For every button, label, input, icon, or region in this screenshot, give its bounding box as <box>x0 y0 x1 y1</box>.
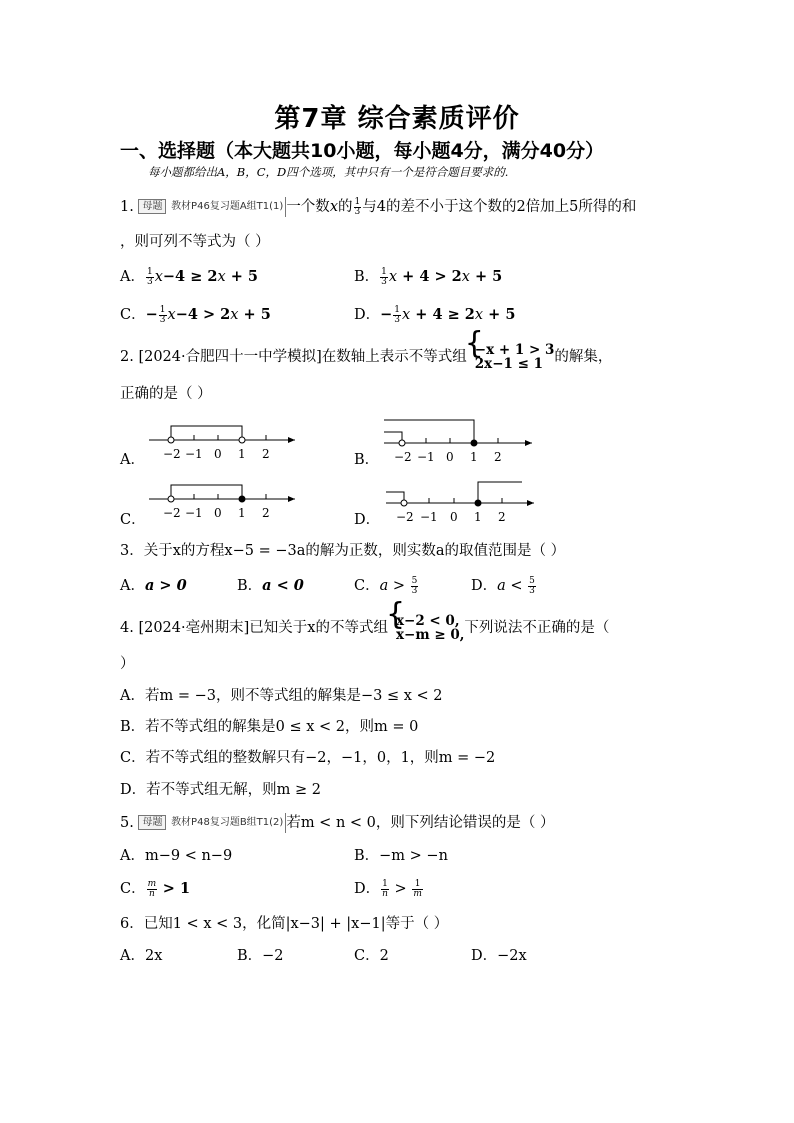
q1-option-d: D．− $\frac{1}{3}$ x + 4 ≥ 2x + 5 <box>354 304 516 325</box>
number-line-c <box>145 477 305 527</box>
q3-option-d: D．a < $\frac{5}{3}$ <box>471 575 535 596</box>
inequality-system: { x−2 < 0, x−m ≥ 0, <box>388 614 464 642</box>
tick-label: −2 <box>163 447 181 461</box>
question-1-line-1: 1. 母题 教材P46复习题A组T1(1) 一个数x的 $\frac{1}{3}$ 与4的差不小于这个数的2倍加上5所得的和 <box>120 196 637 217</box>
tick-label: −1 <box>420 510 438 524</box>
tick-label: 1 <box>470 450 478 464</box>
q5-option-b: B．−m > −n <box>354 848 448 864</box>
q3-option-a: A．a > 0 <box>120 577 187 594</box>
q3-option-c: C．a > $\frac{5}{3}$ <box>354 575 418 596</box>
q3-option-b: B．a < 0 <box>237 577 304 594</box>
section-instruction: 每小题都给出A，B，C，D四个选项，其中只有一个是符合题目要求的. <box>148 165 509 179</box>
q4-option-a: A．若m = −3，则不等式组的解集是−3 ≤ x < 2 <box>120 688 443 704</box>
tick-label: 2 <box>262 506 270 520</box>
question-4-line-2: ） <box>120 656 135 672</box>
tick-label: 0 <box>446 450 454 464</box>
tick-label: 1 <box>238 506 246 520</box>
question-4-line-1: 4. [2024·亳州期末]已知关于x的不等式组 { x−2 < 0, x−m ≥ 0, 下列说法不正确的是（ <box>120 614 609 642</box>
question-1-line-2: ，则可列不等式为（ ） <box>120 234 270 250</box>
question-5-line-1: 5. 母题 教材P48复习题B组T1(2) 若m < n < 0，则下列结论错误的是（ ） <box>120 815 555 831</box>
tick-label: −1 <box>417 450 435 464</box>
q1-option-a: A． $\frac{1}{3}$ x−4 ≥ 2x + 5 <box>120 266 259 287</box>
mother-question-tag: 母题 <box>138 815 166 830</box>
question-3-text: 3．关于x的方程x−5 = −3a的解为正数，则实数a的取值范围是（ ） <box>120 543 566 559</box>
tick-label: −1 <box>185 506 203 520</box>
tick-label: −2 <box>396 510 414 524</box>
question-source: [2024·合肥四十一中学模拟] <box>138 349 322 365</box>
q5-option-a: A．m−9 < n−9 <box>120 848 233 864</box>
question-2-line-2: 正确的是（ ） <box>120 386 212 402</box>
q4-option-c: C．若不等式组的整数解只有−2，−1，0，1，则m = −2 <box>120 750 496 766</box>
q6-option-b: B．−2 <box>237 948 284 964</box>
q4-option-d: D．若不等式组无解，则m ≥ 2 <box>120 782 321 798</box>
q4-option-b: B．若不等式组的解集是0 ≤ x < 2，则m = 0 <box>120 719 419 735</box>
tick-label: 1 <box>238 447 246 461</box>
q6-option-c: C．2 <box>354 948 389 964</box>
question-2-line-1: 2. [2024·合肥四十一中学模拟]在数轴上表示不等式组 { −x + 1 > 3 2x−1 ≤ 1 的解集， <box>120 343 612 371</box>
mother-question-tag: 母题 <box>138 199 166 214</box>
q2-option-d-label: D． <box>354 512 381 528</box>
textbook-reference: 教材P48复习题B组T1(2) <box>171 813 286 833</box>
tick-label: 0 <box>214 447 222 461</box>
q2-option-a-label: A． <box>120 452 145 468</box>
textbook-reference: 教材P46复习题A组T1(1) <box>171 197 286 217</box>
tick-label: 0 <box>214 506 222 520</box>
inequality-system: { −x + 1 > 3 2x−1 ≤ 1 <box>467 343 555 371</box>
tick-label: −1 <box>185 447 203 461</box>
tick-label: 2 <box>262 447 270 461</box>
q1-option-c: C．− $\frac{1}{3}$ x−4 > 2x + 5 <box>120 304 271 325</box>
number-line-a <box>145 418 305 468</box>
tick-label: −2 <box>394 450 412 464</box>
tick-label: 2 <box>498 510 506 524</box>
q6-option-d: D．−2x <box>471 948 527 964</box>
tick-label: −2 <box>163 506 181 520</box>
question-source: [2024·亳州期末] <box>138 620 250 636</box>
tick-label: 2 <box>494 450 502 464</box>
tick-label: 0 <box>450 510 458 524</box>
q6-option-a: A．2x <box>120 948 163 964</box>
number-line-b <box>380 418 540 468</box>
q5-option-c: C． $\frac{m}{n}$ > 1 <box>120 878 191 899</box>
q5-option-d: D． $\frac{1}{n}$ > $\frac{1}{m}$ <box>354 878 422 899</box>
q2-option-c-label: C． <box>120 512 146 528</box>
section-heading: 一、选择题（本大题共10小题，每小题4分，满分40分） <box>120 140 605 162</box>
number-line-d <box>382 478 542 528</box>
q1-option-b: B． $\frac{1}{3}$ x + 4 > 2x + 5 <box>354 266 503 287</box>
q2-option-b-label: B． <box>354 452 380 468</box>
tick-label: 1 <box>474 510 482 524</box>
chapter-title: 第7章 综合素质评价 <box>274 104 520 134</box>
question-6-text: 6．已知1 < x < 3，化简|x−3| + |x−1|等于（ ） <box>120 916 449 932</box>
